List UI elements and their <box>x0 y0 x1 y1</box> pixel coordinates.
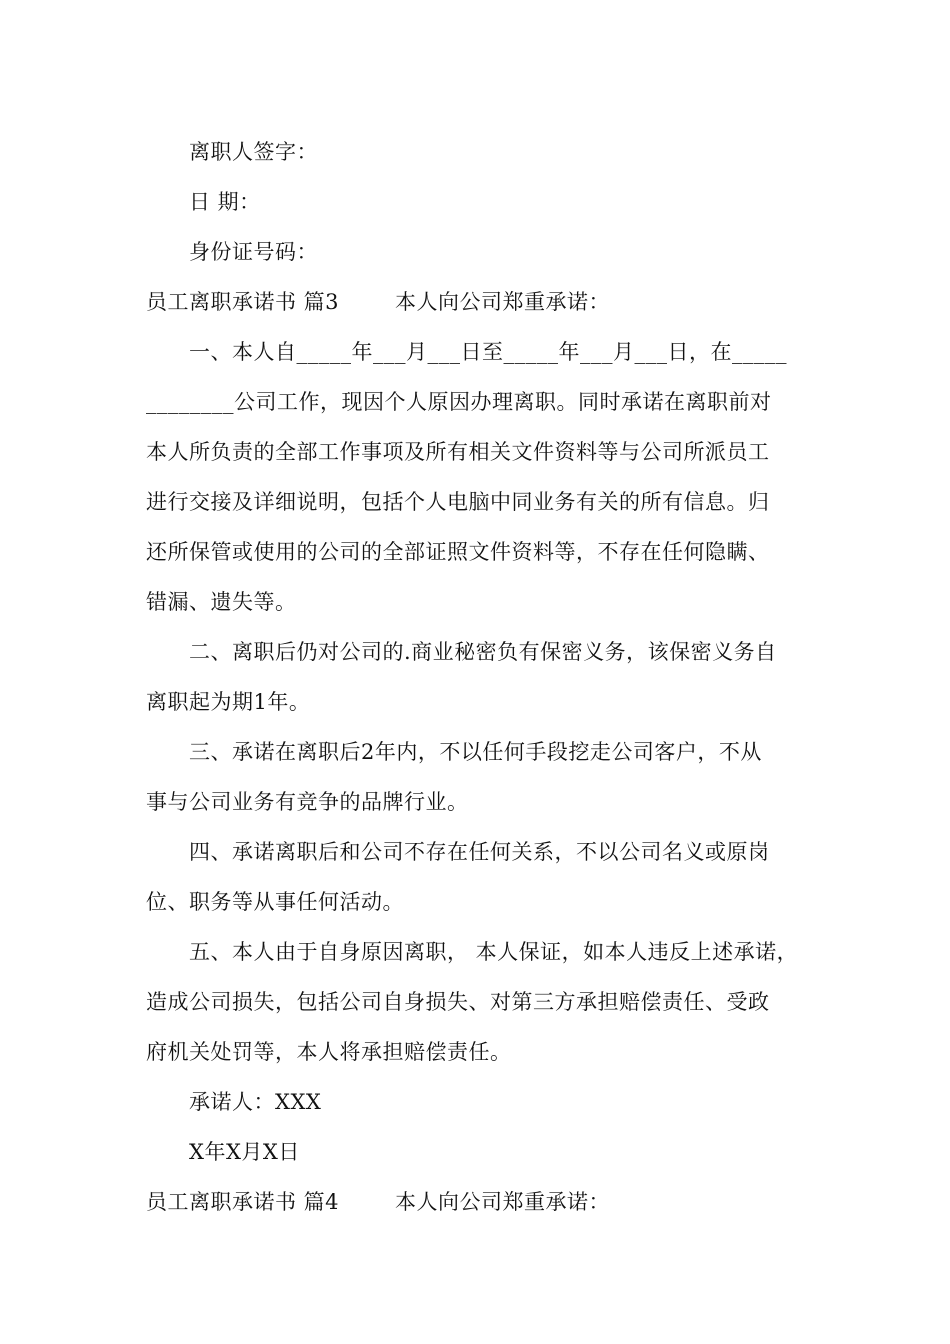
clause4-line2: 位、职务等从事任何活动。 <box>146 890 404 914</box>
clause2-line2: 离职起为期1年。 <box>146 690 311 714</box>
clause1-line2: ________公司工作，现因个人原因办理离职。同时承诺在离职前对 <box>146 390 772 414</box>
promise-date: X年X月X日 <box>189 1140 300 1164</box>
clause5-line3: 府机关处罚等，本人将承担赔偿责任。 <box>146 1040 512 1064</box>
clause3-line1: 三、承诺在离职后2年内，不以任何手段挖走公司客户，不从 <box>189 740 762 764</box>
clause2-line1: 二、离职后仍对公司的.商业秘密负有保密义务，该保密义务自 <box>189 640 777 664</box>
clause1-line3: 本人所负责的全部工作事项及所有相关文件资料等与公司所派员工 <box>146 440 770 464</box>
clause1-line5: 还所保管或使用的公司的全部证照文件资料等，不存在任何隐瞒、 <box>146 540 770 564</box>
resignee-signature-label: 离职人签字： <box>189 140 318 164</box>
promisor-label: 承诺人：XXX <box>189 1090 322 1114</box>
section3-intro: 本人向公司郑重承诺： <box>395 290 610 314</box>
clause5-line1: 五、本人由于自身原因离职， 本人保证，如本人违反上述承诺， <box>189 940 799 964</box>
clause5-line2: 造成公司损失，包括公司自身损失、对第三方承担赔偿责任、受政 <box>146 990 770 1014</box>
clause4-line1: 四、承诺离职后和公司不存在任何关系，不以公司名义或原岗 <box>189 840 770 864</box>
section4-intro: 本人向公司郑重承诺： <box>395 1190 610 1214</box>
clause1-line4: 进行交接及详细说明，包括个人电脑中同业务有关的所有信息。归 <box>146 490 770 514</box>
section4-heading: 员工离职承诺书 篇4 <box>146 1190 340 1214</box>
date-label: 日 期： <box>189 190 261 214</box>
clause1-line6: 错漏、遗失等。 <box>146 590 297 614</box>
clause1-line1: 一、本人自_____年___月___日至_____年___月___日，在_____ <box>189 340 787 364</box>
clause3-line2: 事与公司业务有竞争的品牌行业。 <box>146 790 469 814</box>
id-number-label: 身份证号码： <box>189 240 318 264</box>
section3-heading: 员工离职承诺书 篇3 <box>146 290 340 314</box>
